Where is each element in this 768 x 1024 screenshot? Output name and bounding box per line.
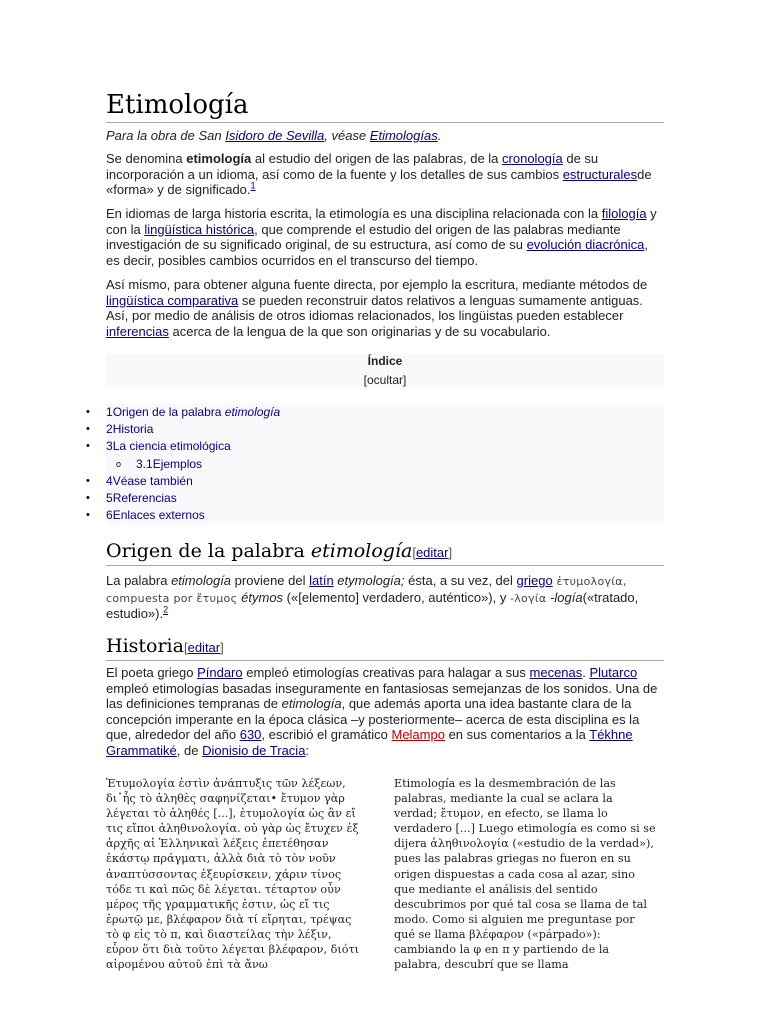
quote-spanish: Etimología es la desmembración de las palabras, mediante la cual se aclara la verdad; ἔτυμον, en efecto, se llama lo verdadero [...] Luego etimología es como si se dijera ἀληθινολογία («estudio de la verdad»), pues las palabras griegas no fueron en su origen dispuestas a cada cosa al azar, sino que mediante el análisis del sentido descubrimos por qué tal cosa se llama de tal modo. Como si alguien me preguntase por qué se llama βλέφαρον («párpado»): cambiando la φ en π y partiendo de la palabra, descubrí que se llama <box>394 777 656 972</box>
toc-link[interactable]: Referencias <box>112 491 177 506</box>
hatnote-text: Para la obra de San <box>106 128 226 143</box>
hatnote-text: , véase <box>324 128 370 143</box>
toc-item[interactable] <box>86 473 664 490</box>
link-griego[interactable]: griego <box>516 573 553 588</box>
bullet-icon: o <box>116 458 122 469</box>
toc-link[interactable]: Origen de la palabra etimología <box>112 405 281 419</box>
intro-paragraph-3: Así mismo, para obtener alguna fuente directa, por ejemplo la escritura, mediante métodos de lingüística comparativa se pueden reconstruir datos relativos a lenguas sumamente antiguas. Así, por medio de análisis de otros idiomas relacionados, los lingüistas pueden establecer inferencias acerca de la lengua de la que son originarias y de su vocabulario. <box>106 277 648 339</box>
toc-link[interactable]: Véase también <box>112 473 193 488</box>
hatnote-text: . <box>437 128 442 143</box>
toc-item[interactable] <box>86 507 664 524</box>
toc-item[interactable] <box>86 490 664 507</box>
page-title: Etimología <box>106 88 664 123</box>
toc-toggle[interactable]: [ocultar] <box>363 373 407 387</box>
edit-link[interactable]: editar <box>187 640 221 655</box>
toc-item[interactable] <box>86 404 664 421</box>
link-isidoro[interactable]: Isidoro de Sevilla <box>225 128 325 143</box>
toc-title: Índice <box>367 354 403 368</box>
bullet-icon: • <box>86 423 90 436</box>
link-plutarco[interactable]: Plutarco <box>589 665 638 680</box>
bullet-icon: • <box>86 406 90 418</box>
link-evolucion-diacronica[interactable]: evolución diacrónica <box>526 237 645 252</box>
quote-greek: Ἐτυμολογία ἐστὶν ἀνάπτυξις τῶν λέξεων, δι᾽ἧς τὸ ἀληθὲς σαφηνίζεται• ἔτυμον γὰρ λέγεται τὸ ἀληθές [...], ἐτυμολογία ὡς ἂν εἴ τις εἴποι ἀληθινολογία. οὐ γὰρ ὡς ἔτυχεν ἐξ ἀρχῆς αἱ Ἑλληνικαὶ λέξεις ἐπετέθησαν ἑκάστῳ πράγματι, ἀλλὰ διὰ τὸ τὸν νοῦν ἀναπτύσσοντας ἐξευρίσκειν, χάριν τίνος τόδε τι καὶ πῶς δὲ λέγεται. τέταρτον οὖν μέρος τῆς γραμματικῆς ἐστιν, ὡς εἴ τις ἐρωτῷ με, βλέφαρον διὰ τί εἴρηται, τρέψας τὸ φ εἰς τὸ π, καὶ διαστείλας τὴν λέξιν, εὗρον ὅτι διὰ τοῦτο λέγεται βλέφαρον, διότι αἰρομένου αὐτοῦ ἐπὶ τὰ ἄνω <box>106 777 360 972</box>
link-630[interactable]: 630 <box>239 727 262 742</box>
toc-link[interactable]: La ciencia etimológica <box>112 439 231 454</box>
link-pindaro[interactable]: Píndaro <box>197 665 243 680</box>
toc-list <box>86 404 664 524</box>
origen-paragraph: La palabra etimología proviene del latín etymología; ésta, a su vez, del griego ἐτυμολογία, compuesta por ἔτυμος étymos («[elemento] verdadero, auténtico»), y -λογία -logía(«tratado, estudio»).$^2$ <box>106 573 639 621</box>
historia-paragraph: El poeta griego Píndaro empleó etimologías creativas para halagar a sus mecenas. Plutarco empleó etimologías basadas inseguramente en fantasiosas semejanzas de los sonidos. Una de las definiciones tempranas de etimología, que además aporta una idea bastante clara de la concepción imperante en la época clásica –y posteriormente– acerca de esta disciplina es la que, alrededor del año 630, escribió el gramático Melampo en sus comentarios a la Tékhne Grammatiké, de Dionisio de Tracia: <box>106 665 658 758</box>
link-cronologia[interactable]: cronología <box>502 151 563 166</box>
toc-item[interactable] <box>86 438 664 455</box>
toc-number: 1 <box>106 405 113 419</box>
hatnote <box>106 127 664 144</box>
link-inferencias[interactable]: inferencias <box>106 323 169 339</box>
link-estructurales[interactable]: estructurales <box>562 166 638 182</box>
link-linguistica-comparativa[interactable]: lingüística comparativa <box>106 292 239 308</box>
ref-2[interactable]: 2 <box>163 604 169 615</box>
toc-number: 4 <box>106 473 113 488</box>
section-heading-historia: Historia[editar] <box>106 634 664 661</box>
link-latin[interactable]: latín <box>309 573 334 588</box>
link-mecenas[interactable]: mecenas <box>529 665 583 680</box>
edit-section: [editar] <box>412 545 453 560</box>
bullet-icon: • <box>86 474 90 487</box>
bullet-icon: • <box>86 509 90 522</box>
section-heading-origen: Origen de la palabra etimología[editar] <box>106 539 664 566</box>
toc-number: 3 <box>106 439 113 454</box>
intro-paragraph-1: Se denomina etimología al estudio del origen de las palabras, de la cronología de su incorporación a un idioma, así como de la fuente y los detalles de sus cambios estructuralesde «forma» y de significado.$^1$ <box>106 151 652 197</box>
bullet-icon: • <box>86 440 90 453</box>
toc-item[interactable] <box>106 456 664 473</box>
bullet-icon: • <box>86 492 90 505</box>
link-melampo[interactable]: Melampo <box>391 727 445 742</box>
ref-1[interactable]: 1 <box>250 180 256 191</box>
toc-number: 5 <box>106 491 113 506</box>
toc-link[interactable]: Historia <box>112 422 154 437</box>
toc-number: 2 <box>106 422 113 437</box>
edit-link[interactable]: editar <box>415 545 449 560</box>
link-etimologias[interactable]: Etimologías <box>369 128 438 143</box>
bold-term: etimología <box>186 151 252 166</box>
toc-item[interactable] <box>86 421 664 438</box>
toc-number: 6 <box>106 508 113 523</box>
edit-section: [editar] <box>183 640 224 655</box>
toc-number: 3.1 <box>136 456 153 471</box>
intro-paragraph-2: En idiomas de larga historia escrita, la etimología es una disciplina relacionada con la filología y con la lingüística histórica, que comprende el estudio del origen de las palabras mediante investigación de su significado original, de su estructura, así como de su evolución diacrónica, es decir, posibles cambios ocurridos en el transcurso del tiempo. <box>106 206 657 268</box>
toc-link[interactable]: Ejemplos <box>152 456 203 471</box>
toc-link[interactable]: Enlaces externos <box>112 508 205 523</box>
link-linguistica-historica[interactable]: lingüística histórica <box>144 221 255 237</box>
toc-header <box>106 354 664 387</box>
link-tekhne[interactable]: Tékhne Grammatiké <box>106 727 633 758</box>
link-filologia[interactable]: filología <box>601 206 647 221</box>
link-dionisio[interactable]: Dionisio de Tracia <box>202 742 306 758</box>
